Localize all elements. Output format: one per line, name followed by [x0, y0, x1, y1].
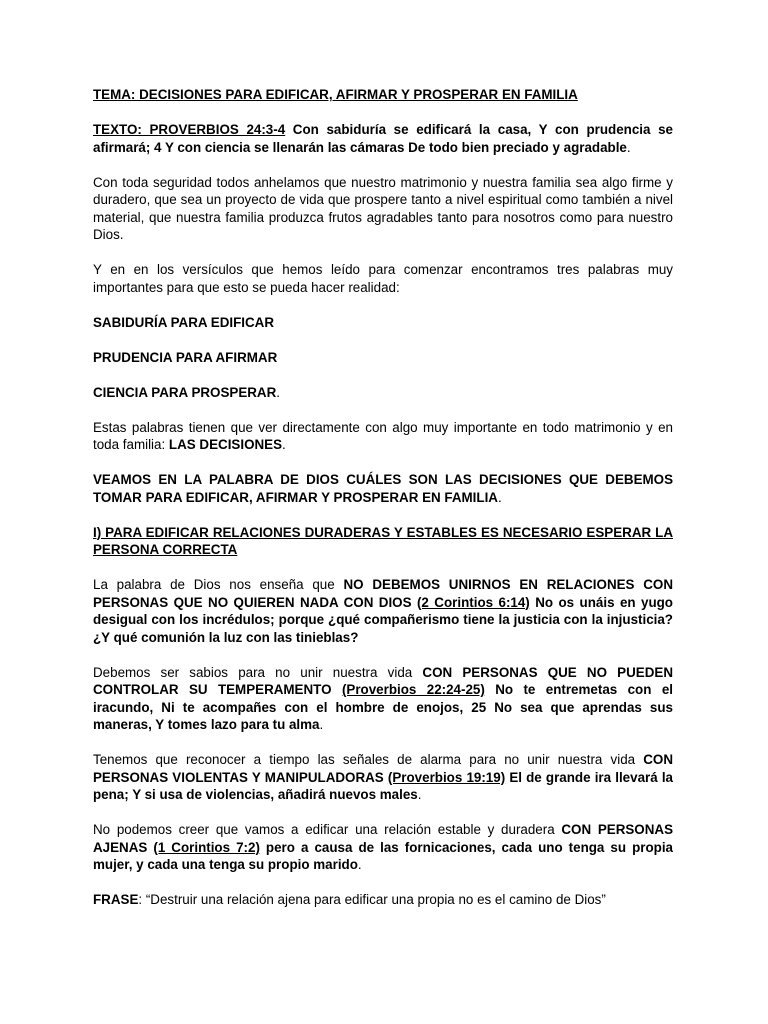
intro-paragraph-1: Con toda seguridad todos anhelamos que nuestro matrimonio y nuestra familia sea algo firme y duradero, que sea un proyecto de vida que prospere tanto a nivel espiritual como también a nivel material, que nuestra familia produzca frutos agradables tanto para nosotros como para nuestro Dios.	[93, 174, 673, 242]
texto-verse: Con sabiduría se edificará la casa, Y con prudencia se afirmará; 4 Y con ciencia se llenarán las cámaras De todo bien preciado y agradable	[93, 122, 673, 155]
document-page	[93, 86, 673, 926]
frase-text: : “Destruir una relación ajena para edificar una propia no es el camino de Dios”	[138, 892, 606, 907]
bible-reference: (Proverbios 22:24-25)	[341, 682, 485, 697]
frase-paragraph	[93, 891, 673, 909]
paragraph-violent: Tenemos que reconocer a tiempo las señales de alarma para no unir nuestra vida CON PERSONAS VIOLENTAS Y MANIPULADORAS (Proverbios 19:19) El de grande ira llevará la pena; Y si usa de violencias, añadirá nuevos males.	[93, 752, 674, 802]
document-title: TEMA: DECISIONES PARA EDIFICAR, AFIRMAR Y PROSPERAR EN FAMILIA	[93, 87, 578, 102]
intro-paragraph-2: Y en en los versículos que hemos leído para comenzar encontramos tres palabras muy importantes para que esto se pueda hacer realidad:	[93, 262, 673, 295]
texto-reference: TEXTO: PROVERBIOS 24:3-4	[93, 122, 286, 137]
key-word-prudencia: PRUDENCIA PARA AFIRMAR	[93, 349, 278, 365]
bible-reference: (1 Corintios 7:2)	[153, 839, 260, 855]
paragraph-ajenas: No podemos creer que vamos a edificar una relación estable y duradera CON PERSONAS AJENAS (1 Corintios 7:2) pero a causa de las fornicaciones, cada uno tenga su propia mujer, y cada una tenga su propio marido.	[93, 822, 673, 872]
bible-reference: (2 Corintios 6:14)	[416, 594, 530, 610]
section-heading-1: I) PARA EDIFICAR RELACIONES DURADERAS Y ESTABLES ES NECESARIO ESPERAR LA PERSONA CORRECTA	[93, 524, 673, 557]
veamos-paragraph: VEAMOS EN LA PALABRA DE DIOS CUÁLES SON LAS DECISIONES QUE DEBEMOS TOMAR PARA EDIFICAR, AFIRMAR Y PROSPERAR EN FAMILIA.	[93, 472, 673, 505]
paragraph-unequal-yoke: La palabra de Dios nos enseña que NO DEBEMOS UNIRNOS EN RELACIONES CON PERSONAS QUE NO QUIEREN NADA CON DIOS (2 Corintios 6:14) No os unáis en yugo desigual con los incrédulos; porque ¿qué compañerismo tiene la justicia con la injusticia? ¿Y qué comunión la luz con las tinieblas?	[93, 577, 674, 645]
decisions-paragraph: Estas palabras tienen que ver directamente con algo muy importante en todo matrimonio y en toda familia: LAS DECISIONES.	[93, 419, 673, 452]
bible-reference: (Proverbios 19:19)	[387, 769, 506, 785]
key-word-sabiduria: SABIDURÍA PARA EDIFICAR	[93, 314, 275, 330]
key-word-ciencia: CIENCIA PARA PROSPERAR.	[93, 384, 281, 400]
texto-paragraph: TEXTO: PROVERBIOS 24:3-4 Con sabiduría se edificará la casa, Y con prudencia se afirmará; 4 Y con ciencia se llenarán las cámaras De todo bien preciado y agradable.	[93, 122, 673, 155]
paragraph-temperament: Debemos ser sabios para no unir nuestra vida CON PERSONAS QUE NO PUEDEN CONTROLAR SU TEMPERAMENTO (Proverbios 22:24-25) No te entremetas con el iracundo, Ni te acompañes con el hombre de enojos, 25 No sea que aprendas sus maneras, Y tomes lazo para tu alma.	[93, 664, 673, 732]
frase-label: FRASE	[93, 892, 139, 907]
